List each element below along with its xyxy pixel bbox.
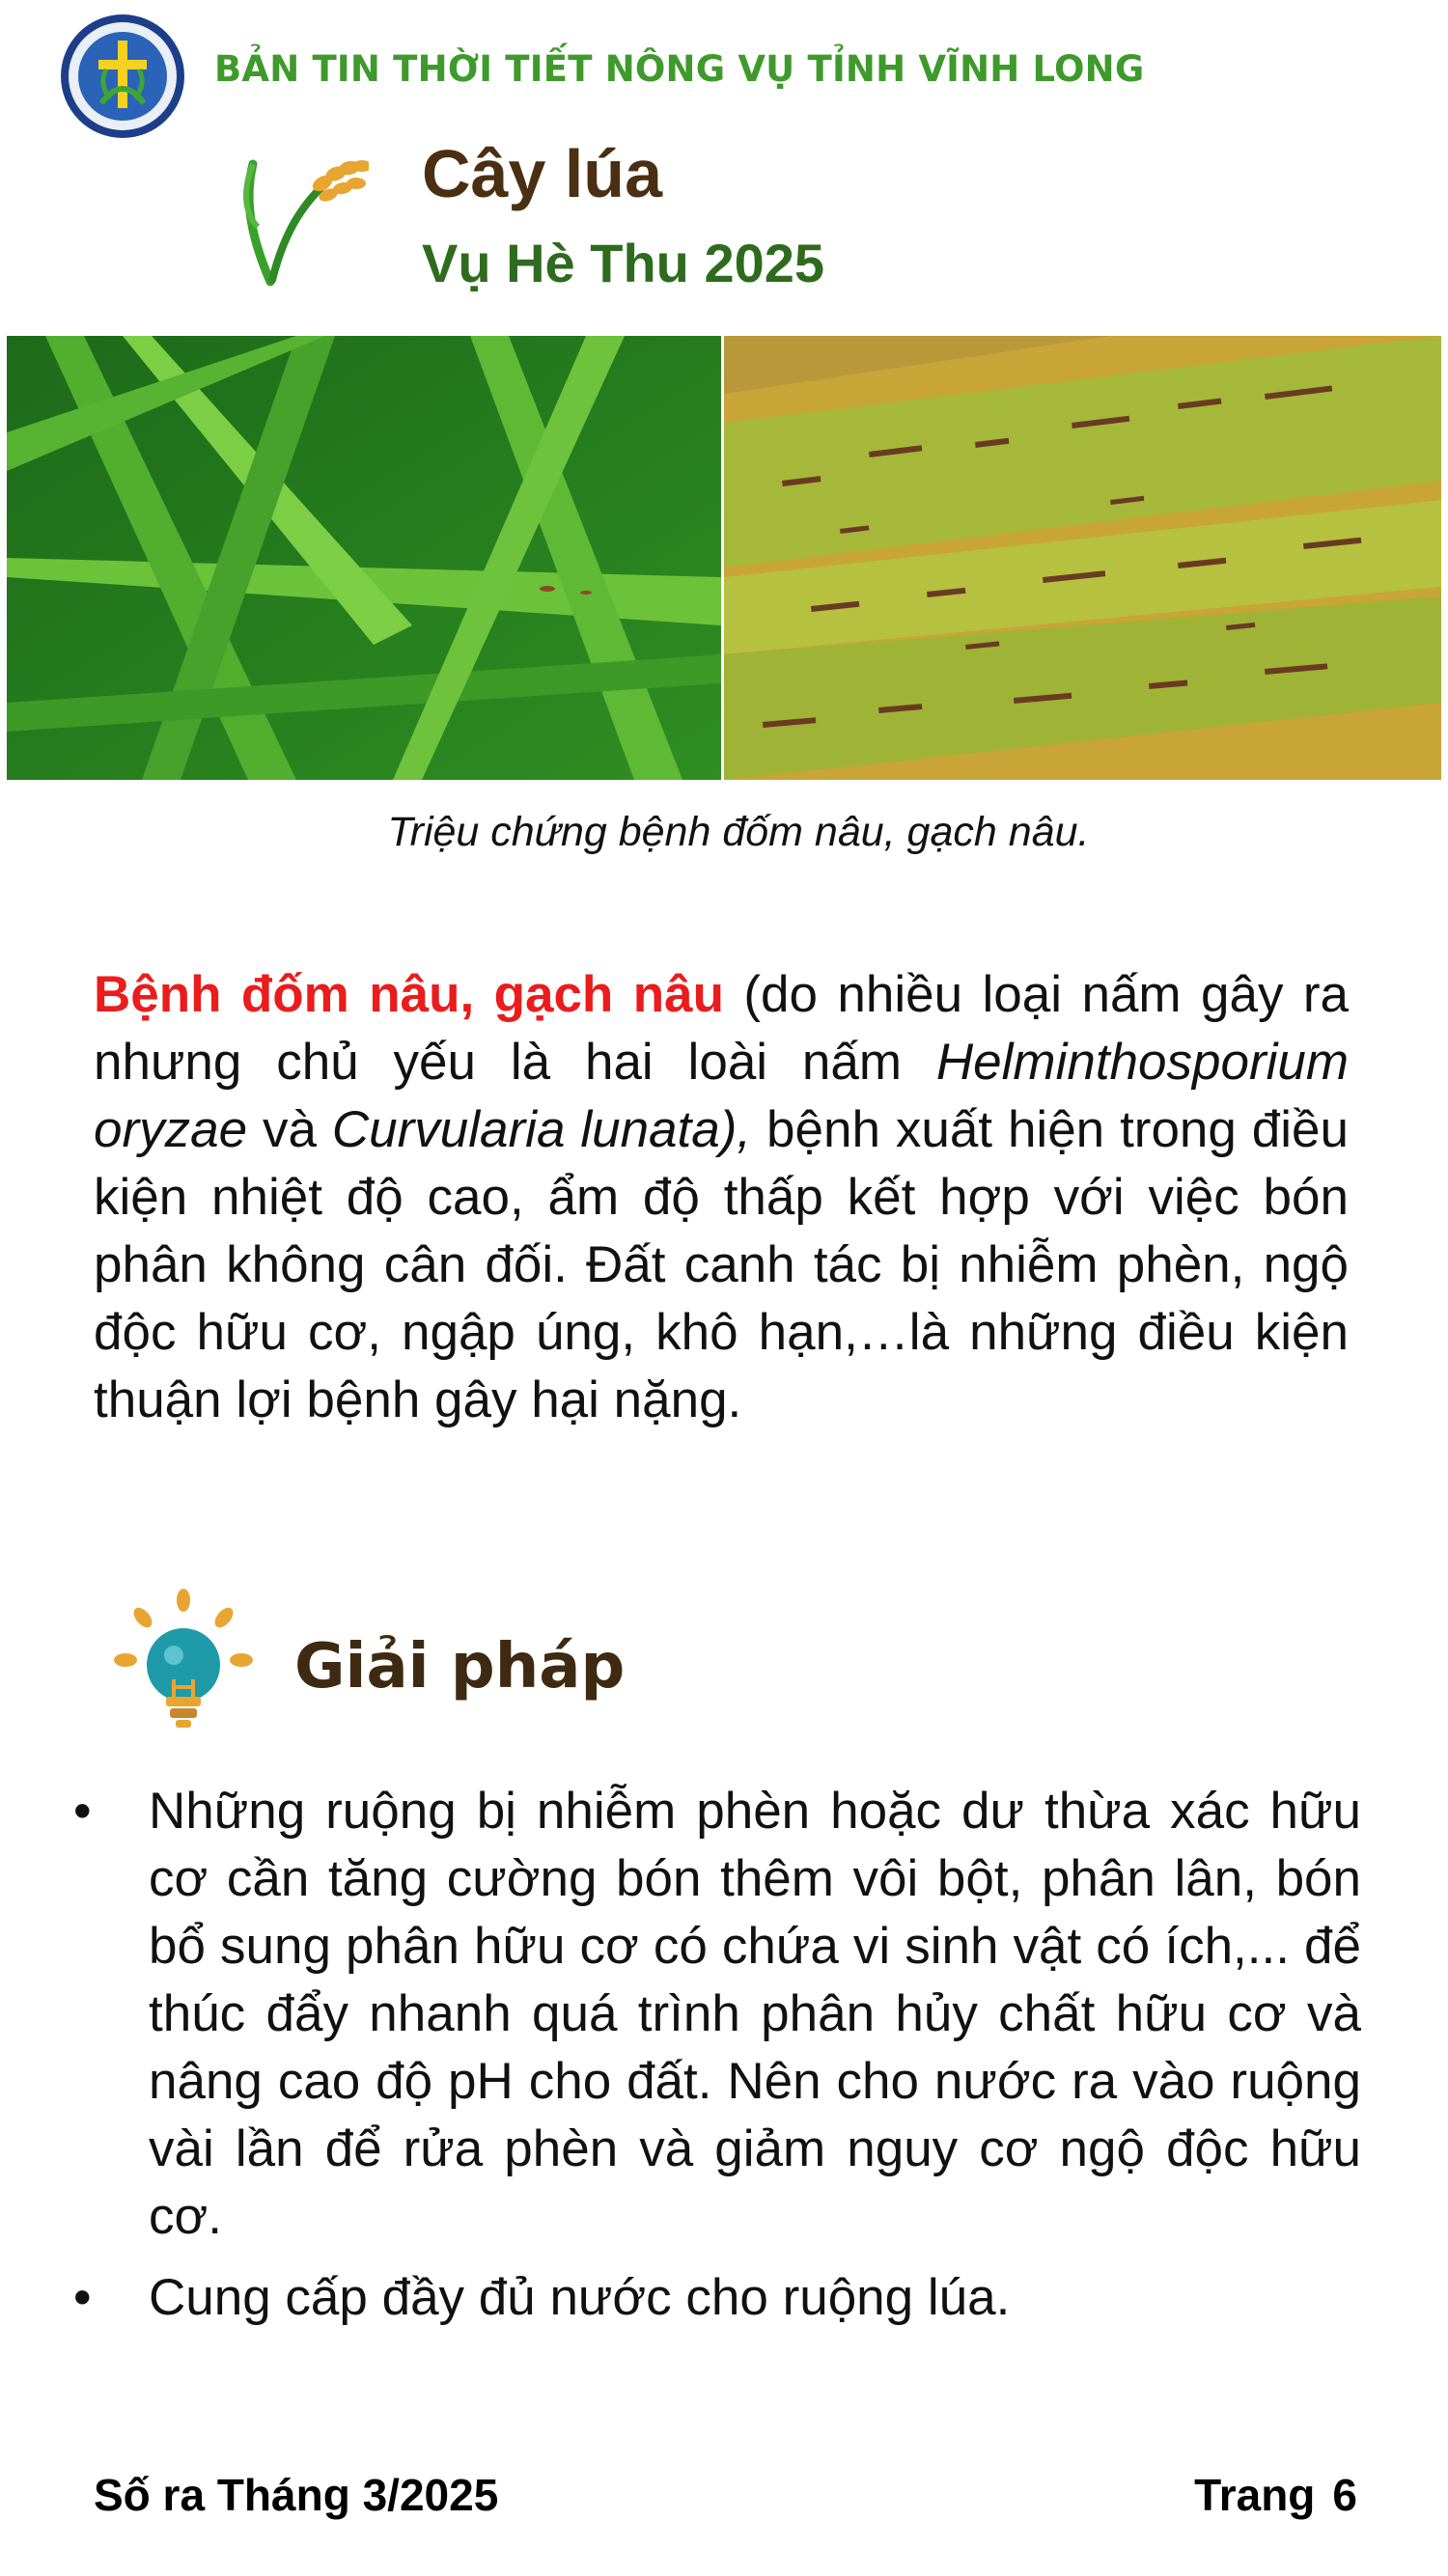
intro-text-3: bệnh xuất hiện trong điều kiện nhiệt độ cao, ẩm độ thấp kết hợp với việc bón phân không cân đối. Đất canh tác bị nhiễm phèn, ngộ độc hữu cơ, ngập úng, khô hạn,…là những điều kiện thuận lợi bệnh gây hại nặng. [94, 1101, 1349, 1428]
species-name-1: Helminthosporium oryzae [94, 1034, 1349, 1158]
intro-text-1: (do nhiều loại nấm gây ra nhưng chủ yếu là hai loài nấm [94, 966, 1349, 1091]
figure-caption: Triệu chứng bệnh đốm nâu, gạch nâu. [387, 809, 1090, 855]
solution-list [68, 1778, 1361, 2345]
page-label: Trang [1194, 2470, 1316, 2520]
species-name-2: Curvularia lunata), [331, 1101, 752, 1158]
season-label: Vụ Hè Thu 2025 [422, 233, 825, 293]
photo-rice-leaves-early-symptom [7, 336, 721, 780]
page-number [1194, 2469, 1357, 2521]
lightbulb-icon [106, 1583, 261, 1747]
page-number-value: 6 [1332, 2470, 1357, 2520]
rice-stalk-icon [214, 135, 369, 290]
solution-item [68, 1778, 1361, 2251]
bullet: • [73, 1783, 92, 1840]
issue-label: Số ra Tháng 3/2025 [94, 2470, 499, 2520]
bullet: • [73, 2269, 92, 2326]
disease-name: Bệnh đốm nâu, gạch nâu [94, 966, 724, 1023]
bulletin-title: BẢN TIN THỜI TIẾT NÔNG VỤ TỈNH VĨNH LONG [214, 48, 1145, 90]
solution-item [68, 2264, 1361, 2332]
solution-item-text: Những ruộng bị nhiễm phèn hoặc dư thừa xác hữu cơ cần tăng cường bón thêm vôi bột, phân lân, bón bổ sung phân hữu cơ có chứa vi sinh vật có ích,... để thúc đẩy nhanh quá trình phân hủy chất hữu cơ và nâng cao độ pH cho đất. Nên cho nước ra vào ruộng vài lần để rửa phèn và giảm nguy cơ ngộ độc hữu cơ. [149, 1783, 1361, 2245]
solution-item-text: Cung cấp đầy đủ nước cho ruộng lúa. [149, 2269, 1011, 2326]
intro-paragraph [94, 961, 1349, 1434]
solution-heading: Giải pháp [294, 1631, 626, 1703]
photo-rice-leaves-advanced-symptom [724, 336, 1441, 780]
intro-text-2: và [247, 1101, 332, 1158]
agency-seal-logo [58, 12, 187, 141]
crop-name: Cây lúa [422, 136, 662, 211]
